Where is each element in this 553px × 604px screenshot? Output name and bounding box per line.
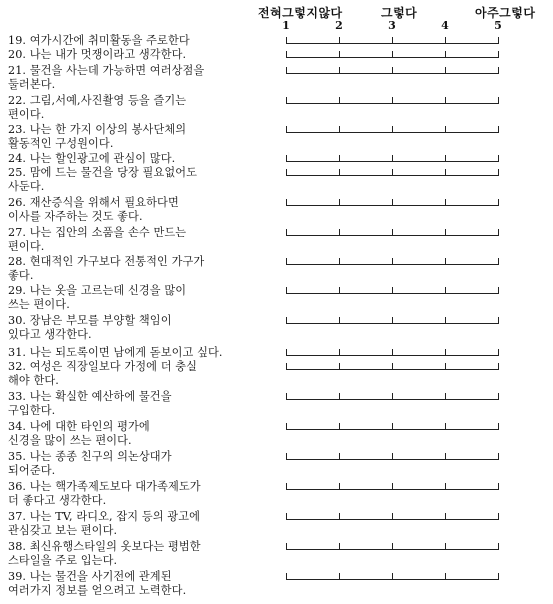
- rating-tick-2[interactable]: [339, 393, 340, 400]
- rating-tick-3[interactable]: [392, 513, 393, 520]
- rating-scale[interactable]: [286, 422, 499, 430]
- rating-tick-2[interactable]: [339, 51, 340, 58]
- rating-tick-3[interactable]: [392, 169, 393, 176]
- rating-scale[interactable]: [286, 482, 499, 490]
- rating-tick-4[interactable]: [445, 287, 446, 294]
- question-text: 32. 여성은 직장일보다 가정에 더 충실 해야 한다.: [8, 360, 198, 387]
- rating-tick-4[interactable]: [445, 423, 446, 430]
- rating-tick-3[interactable]: [392, 97, 393, 104]
- rating-tick-5[interactable]: [498, 51, 499, 58]
- rating-tick-1[interactable]: [286, 37, 287, 44]
- rating-tick-3[interactable]: [392, 37, 393, 44]
- rating-tick-5[interactable]: [498, 453, 499, 460]
- question-text: 24. 나는 할인광고에 관심이 많다.: [8, 152, 176, 165]
- rating-tick-2[interactable]: [339, 513, 340, 520]
- scale-number-1: 1: [282, 19, 290, 32]
- rating-tick-5[interactable]: [498, 169, 499, 176]
- question-text: 36. 나는 핵가족제도보다 대가족제도가 더 좋다고 생각한다.: [8, 480, 201, 507]
- rating-tick-2[interactable]: [339, 483, 340, 490]
- question-text: 34. 나에 대한 타인의 평가에 신경을 많이 쓰는 편이다.: [8, 420, 150, 447]
- rating-tick-1[interactable]: [286, 453, 287, 460]
- question-text: 28. 현대적인 가구보다 전통적인 가구가 좋다.: [8, 255, 205, 282]
- rating-scale[interactable]: [286, 542, 499, 550]
- rating-scale[interactable]: [286, 96, 499, 104]
- rating-tick-2[interactable]: [339, 199, 340, 206]
- rating-scale[interactable]: [286, 512, 499, 520]
- rating-tick-3[interactable]: [392, 363, 393, 370]
- question-text: 20. 나는 내가 멋쟁이라고 생각한다.: [8, 48, 187, 61]
- question-text: 33. 나는 확실한 예산하에 물건을 구입한다.: [8, 390, 172, 417]
- rating-tick-3[interactable]: [392, 155, 393, 162]
- rating-tick-2[interactable]: [339, 423, 340, 430]
- rating-tick-5[interactable]: [498, 543, 499, 550]
- rating-tick-2[interactable]: [339, 317, 340, 324]
- question-list: [0, 34, 553, 604]
- rating-scale[interactable]: [286, 452, 499, 460]
- rating-tick-2[interactable]: [339, 258, 340, 265]
- rating-tick-3[interactable]: [392, 393, 393, 400]
- rating-scale[interactable]: [286, 348, 499, 356]
- rating-tick-4[interactable]: [445, 169, 446, 176]
- question-text: 23. 나는 한 가지 이상의 봉사단체의 활동적인 구성원이다.: [8, 123, 187, 150]
- rating-tick-1[interactable]: [286, 126, 287, 133]
- rating-tick-4[interactable]: [445, 97, 446, 104]
- rating-scale[interactable]: [286, 154, 499, 162]
- rating-tick-2[interactable]: [339, 67, 340, 74]
- rating-tick-1[interactable]: [286, 169, 287, 176]
- rating-tick-4[interactable]: [445, 258, 446, 265]
- rating-tick-4[interactable]: [445, 67, 446, 74]
- rating-tick-4[interactable]: [445, 349, 446, 356]
- rating-tick-2[interactable]: [339, 573, 340, 580]
- question-text: 37. 나는 TV, 라디오, 잡지 등의 광고에 관심갖고 보는 편이다.: [8, 510, 201, 537]
- rating-scale[interactable]: [286, 286, 499, 294]
- rating-tick-2[interactable]: [339, 37, 340, 44]
- rating-tick-5[interactable]: [498, 317, 499, 324]
- rating-tick-4[interactable]: [445, 453, 446, 460]
- rating-tick-5[interactable]: [498, 393, 499, 400]
- rating-tick-4[interactable]: [445, 363, 446, 370]
- rating-tick-4[interactable]: [445, 51, 446, 58]
- rating-tick-4[interactable]: [445, 543, 446, 550]
- anchor-label-high: 아주그렇다: [475, 6, 536, 20]
- rating-tick-1[interactable]: [286, 543, 287, 550]
- anchor-label-mid: 그렇다: [381, 6, 418, 20]
- question-text: 29. 나는 옷을 고르는데 신경을 많이 쓰는 편이다.: [8, 284, 187, 311]
- question-text: 30. 장남은 부모를 부양할 책임이 있다고 생각한다.: [8, 314, 172, 341]
- rating-tick-4[interactable]: [445, 126, 446, 133]
- rating-tick-5[interactable]: [498, 199, 499, 206]
- rating-tick-4[interactable]: [445, 199, 446, 206]
- rating-scale[interactable]: [286, 66, 499, 74]
- rating-tick-2[interactable]: [339, 543, 340, 550]
- rating-tick-3[interactable]: [392, 423, 393, 430]
- scale-numbers: [0, 19, 553, 33]
- rating-tick-2[interactable]: [339, 363, 340, 370]
- rating-tick-4[interactable]: [445, 483, 446, 490]
- scale-anchor-labels: [0, 4, 553, 20]
- rating-tick-1[interactable]: [286, 67, 287, 74]
- rating-tick-3[interactable]: [392, 199, 393, 206]
- rating-tick-5[interactable]: [498, 573, 499, 580]
- rating-tick-3[interactable]: [392, 349, 393, 356]
- rating-tick-3[interactable]: [392, 258, 393, 265]
- rating-tick-1[interactable]: [286, 349, 287, 356]
- rating-tick-5[interactable]: [498, 126, 499, 133]
- rating-tick-1[interactable]: [286, 229, 287, 236]
- rating-tick-1[interactable]: [286, 155, 287, 162]
- rating-scale[interactable]: [286, 362, 499, 370]
- rating-tick-4[interactable]: [445, 317, 446, 324]
- rating-tick-1[interactable]: [286, 393, 287, 400]
- rating-tick-5[interactable]: [498, 287, 499, 294]
- rating-tick-2[interactable]: [339, 155, 340, 162]
- rating-tick-3[interactable]: [392, 287, 393, 294]
- question-text: 22. 그림,서예,사진촬영 등을 즐기는 편이다.: [8, 94, 187, 121]
- rating-tick-3[interactable]: [392, 317, 393, 324]
- rating-tick-2[interactable]: [339, 97, 340, 104]
- question-text: 35. 나는 종종 친구의 의논상대가 되어준다.: [8, 450, 172, 477]
- rating-tick-1[interactable]: [286, 258, 287, 265]
- question-text: 27. 나는 집안의 소품을 손수 만드는 편이다.: [8, 226, 187, 253]
- rating-tick-5[interactable]: [498, 229, 499, 236]
- rating-tick-1[interactable]: [286, 97, 287, 104]
- rating-tick-4[interactable]: [445, 573, 446, 580]
- rating-tick-3[interactable]: [392, 483, 393, 490]
- scale-number-3: 3: [388, 19, 396, 32]
- rating-scale[interactable]: [286, 125, 499, 133]
- question-text: 26. 재산증식을 위해서 필요하다면 이사를 자주하는 것도 좋다.: [8, 196, 179, 223]
- rating-tick-4[interactable]: [445, 37, 446, 44]
- rating-tick-1[interactable]: [286, 363, 287, 370]
- question-text: 19. 여가시간에 취미활동을 주로한다: [8, 34, 190, 47]
- rating-tick-2[interactable]: [339, 229, 340, 236]
- question-text: 39. 나는 물건을 사기전에 관계된 여러가지 정보를 얻으려고 노력한다.: [8, 570, 187, 597]
- rating-tick-3[interactable]: [392, 126, 393, 133]
- rating-scale[interactable]: [286, 198, 499, 206]
- rating-tick-4[interactable]: [445, 229, 446, 236]
- anchor-label-low: 전혀그렇지않다: [258, 6, 343, 20]
- question-text: 21. 물건을 사는데 가능하면 여러상점을 둘러본다.: [8, 64, 205, 91]
- rating-scale[interactable]: [286, 36, 499, 44]
- rating-scale[interactable]: [286, 50, 499, 58]
- rating-tick-4[interactable]: [445, 155, 446, 162]
- rating-scale[interactable]: [286, 228, 499, 236]
- rating-tick-1[interactable]: [286, 199, 287, 206]
- rating-scale[interactable]: [286, 257, 499, 265]
- rating-tick-5[interactable]: [498, 258, 499, 265]
- rating-tick-3[interactable]: [392, 453, 393, 460]
- question-text: 38. 최신유행스타일의 옷보다는 평범한 스타일을 주로 입는다.: [8, 540, 201, 567]
- rating-tick-5[interactable]: [498, 67, 499, 74]
- rating-tick-2[interactable]: [339, 453, 340, 460]
- rating-tick-5[interactable]: [498, 155, 499, 162]
- rating-scale[interactable]: [286, 392, 499, 400]
- rating-tick-4[interactable]: [445, 513, 446, 520]
- rating-tick-1[interactable]: [286, 51, 287, 58]
- rating-tick-5[interactable]: [498, 363, 499, 370]
- rating-tick-2[interactable]: [339, 349, 340, 356]
- rating-tick-1[interactable]: [286, 423, 287, 430]
- rating-scale[interactable]: [286, 168, 499, 176]
- question-text: 25. 맘에 드는 물건을 당장 필요없어도 사둔다.: [8, 166, 198, 193]
- rating-tick-5[interactable]: [498, 483, 499, 490]
- scale-number-5: 5: [494, 19, 502, 32]
- rating-scale[interactable]: [286, 316, 499, 324]
- rating-tick-5[interactable]: [498, 97, 499, 104]
- rating-tick-3[interactable]: [392, 543, 393, 550]
- rating-tick-4[interactable]: [445, 393, 446, 400]
- rating-tick-3[interactable]: [392, 51, 393, 58]
- rating-tick-2[interactable]: [339, 169, 340, 176]
- rating-tick-1[interactable]: [286, 317, 287, 324]
- rating-tick-1[interactable]: [286, 483, 287, 490]
- question-text: 31. 나는 되도록이면 남에게 돋보이고 싶다.: [8, 346, 223, 359]
- rating-tick-2[interactable]: [339, 287, 340, 294]
- rating-tick-5[interactable]: [498, 349, 499, 356]
- rating-tick-3[interactable]: [392, 229, 393, 236]
- rating-tick-2[interactable]: [339, 126, 340, 133]
- rating-tick-3[interactable]: [392, 573, 393, 580]
- rating-tick-1[interactable]: [286, 287, 287, 294]
- rating-tick-1[interactable]: [286, 513, 287, 520]
- rating-tick-1[interactable]: [286, 573, 287, 580]
- rating-tick-5[interactable]: [498, 423, 499, 430]
- rating-tick-5[interactable]: [498, 513, 499, 520]
- rating-scale[interactable]: [286, 572, 499, 580]
- rating-tick-3[interactable]: [392, 67, 393, 74]
- scale-number-4: 4: [441, 19, 449, 32]
- rating-tick-5[interactable]: [498, 37, 499, 44]
- scale-number-2: 2: [335, 19, 343, 32]
